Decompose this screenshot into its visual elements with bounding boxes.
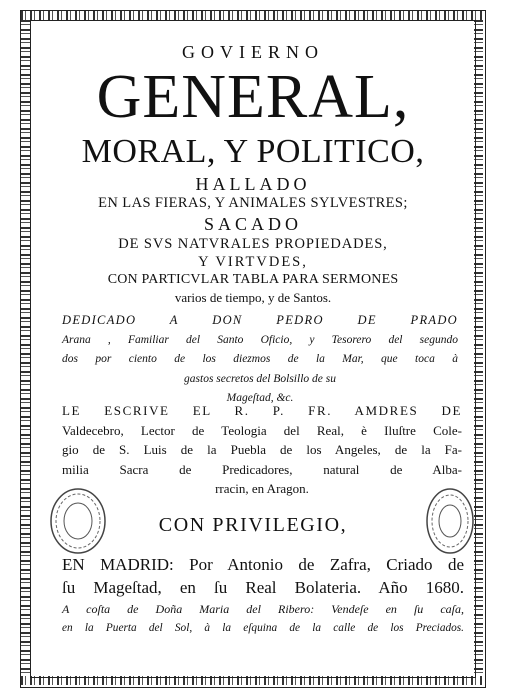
- title-line-6: SACADO: [203, 214, 302, 234]
- imprint-line: ſu Mageſtad, en ſu Real Bolateria. Año 1680.: [62, 578, 464, 597]
- privilege-line: CON PRIVILEGIO,: [158, 514, 348, 536]
- colophon-line: en la Puerta del Sol, à la eſquina de la calle de los Preciados.: [62, 622, 464, 634]
- title-line-3: MORAL, Y POLITICO,: [81, 133, 425, 170]
- title-line-9: CON PARTICVLAR TABLA PARA SERMONES: [107, 272, 399, 287]
- dedication-line: gastos secretos del Bolsillo de su: [184, 372, 336, 385]
- ornamental-border-top: [21, 11, 483, 20]
- author-statement: [62, 401, 462, 499]
- dedication-heading: DEDICADO A DON PEDRO DE PRADO: [62, 313, 458, 327]
- dedication-line: Arana , Familiar del Santo Oficio, y Tesorero del segundo: [62, 333, 458, 346]
- author-line: milia Sacra de Predicadores, natural de Alba-: [62, 461, 462, 477]
- colophon: [62, 600, 464, 638]
- title-line-1: GOVIERNO: [182, 42, 324, 62]
- colophon-line: A coſta de Doña Maria del Ribero: Vendeſe en ſu caſa,: [62, 602, 464, 616]
- author-line: gio de S. Luis de la Puebla de los Angeles, de la Fa-: [62, 442, 462, 457]
- title-line-8: Y VIRTVDES,: [198, 254, 308, 270]
- author-line: rracin, en Aragon.: [215, 481, 309, 496]
- title-main: GENERAL,: [96, 63, 410, 131]
- title-line-10: varios de tiempo, y de Santos.: [174, 290, 332, 305]
- title-line-4: HALLADO: [195, 174, 311, 194]
- title-line-5: EN LAS FIERAS, Y ANIMALES SYLVESTRES;: [98, 195, 408, 211]
- author-line: Valdecebro, Lector de Teologia del Real, è Iluſtre Cole-: [62, 422, 462, 438]
- dedication-line: dos por ciento de los diezmos de la Mar, que toca à: [62, 353, 458, 365]
- author-heading: LE ESCRIVE EL R. P. FR. AMDRES DE: [62, 403, 462, 418]
- title-line-7: DE SVS NATVRALES PROPIEDADES,: [118, 236, 388, 252]
- imprint: [62, 553, 464, 599]
- imprint-line: EN MADRID: Por Antonio de Zafra, Criado de: [62, 555, 464, 574]
- dedication: [62, 311, 458, 409]
- dedication-line: Mageſtad, &c.: [226, 392, 294, 404]
- ornamental-border-left: [21, 20, 30, 676]
